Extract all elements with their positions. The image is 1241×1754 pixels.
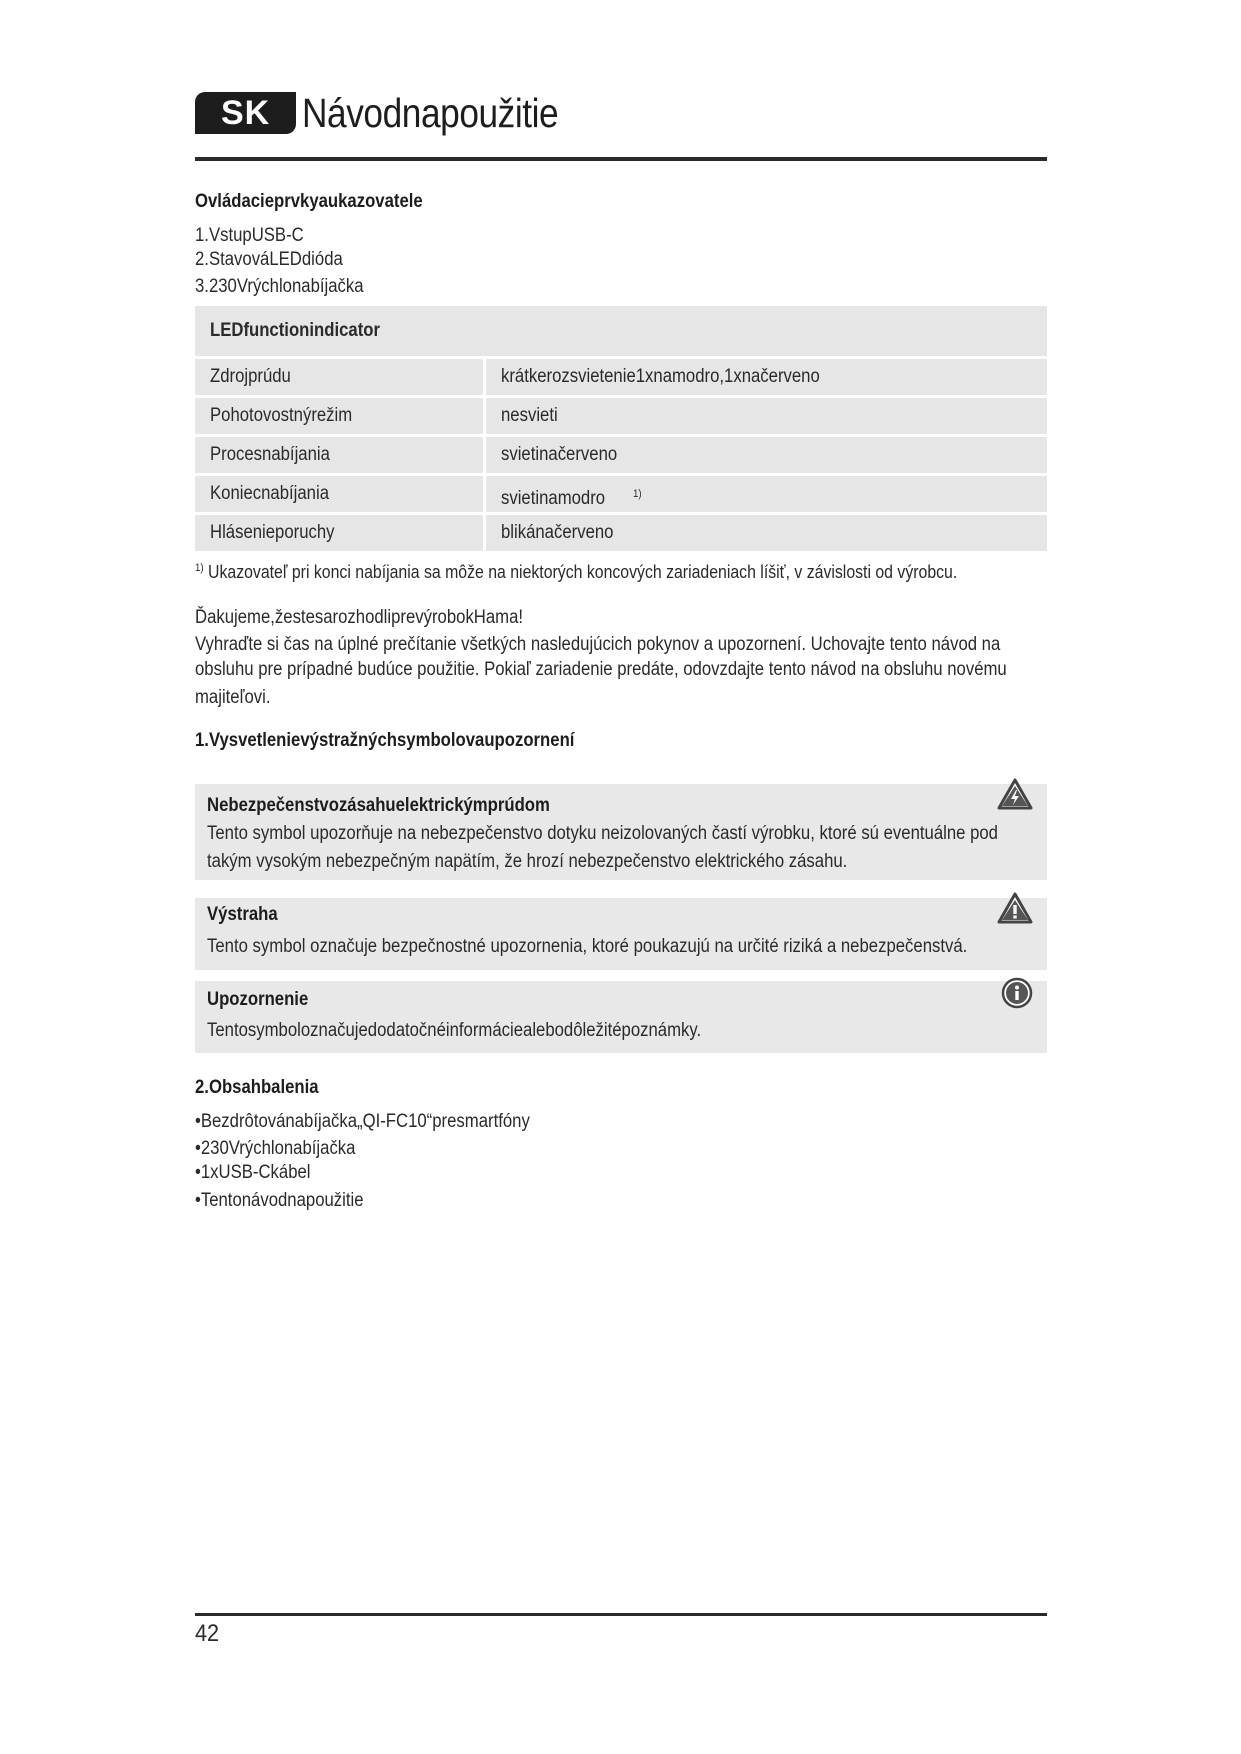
package-item: •230Vrýchlonabíjačka xyxy=(195,1138,356,1159)
box-title: Výstraha xyxy=(207,904,278,925)
intro-line: majiteľovi. xyxy=(195,687,271,708)
table-row xyxy=(195,515,1047,551)
row-label: Pohotovostnýrežim xyxy=(210,405,353,426)
box-title: Nebezpečenstvozásahuelektrickýmprúdom xyxy=(207,795,550,816)
table-footnote: $^{1)}$ Ukazovateľ pri konci nabíjania sa môže na niektorých koncových zariadeniach líšiť, v závislosti od výrobcu. xyxy=(195,562,958,582)
warning-box-caution xyxy=(195,898,1047,970)
footer-rule xyxy=(195,1613,1047,1616)
controls-heading: Ovládacieprvkyaukazovatele xyxy=(195,191,423,212)
table-heading: LEDfunctionindicator xyxy=(195,306,1047,356)
warning-icon xyxy=(997,892,1033,929)
controls-item: 2.StavováLEDdióda xyxy=(195,249,343,270)
row-value: nesvieti xyxy=(501,405,558,426)
row-label: Koniecnabíjania xyxy=(210,483,329,504)
table-row xyxy=(195,437,1047,473)
table-row xyxy=(195,398,1047,434)
row-label: Zdrojprúdu xyxy=(210,366,291,387)
box-line: Tento symbol upozorňuje na nebezpečenstvo dotyku neizolovaných častí výrobku, ktoré sú eventuálne pod xyxy=(207,823,998,844)
box-line: Tento symbol označuje bezpečnostné upozornenia, ktoré poukazujú na určité riziká a nebezpečenstvá. xyxy=(207,936,968,957)
led-function-table xyxy=(195,306,1047,554)
header-rule xyxy=(195,157,1047,161)
controls-item: 1.VstupUSB-C xyxy=(195,225,304,246)
row-value: svietinamodro xyxy=(501,488,606,510)
package-item: •Tentonávodnapoužitie xyxy=(195,1190,364,1211)
warning-box-electric xyxy=(195,784,1047,880)
intro-line: Vyhraďte si čas na úplné prečítanie všetkých nasledujúcich pokynov a upozornení. Uchovajte tento návod na xyxy=(195,634,1001,655)
info-icon xyxy=(1001,977,1033,1014)
electric-warning-icon xyxy=(997,778,1033,815)
section2-heading: 2.Obsahbalenia xyxy=(195,1077,319,1098)
box-title: Upozornenie xyxy=(207,989,309,1010)
package-item: •1xUSB-Ckábel xyxy=(195,1162,311,1183)
notice-box-info xyxy=(195,981,1047,1053)
page-title: Návodnapoužitie xyxy=(302,89,559,136)
row-label: Procesnabíjania xyxy=(210,444,330,465)
footnote-ref: 1) xyxy=(633,488,642,500)
table-row xyxy=(195,476,1047,512)
section1-heading: 1.Vysvetlenievýstražnýchsymbolovaupozornení xyxy=(195,730,575,751)
table-row xyxy=(195,359,1047,395)
package-item: •Bezdrôtovánabíjačka„QI-FC10“presmartfóny xyxy=(195,1111,530,1132)
box-line: Tentosymboloznačujedodatočnéinformáciealebodôležitépoznámky. xyxy=(207,1020,702,1041)
page-header xyxy=(195,88,600,138)
row-value: svietinačerveno xyxy=(501,444,618,465)
box-line: takým vysokým nebezpečným napätím, že hrozí nebezpečenstvo elektrického zásahu. xyxy=(207,851,848,872)
page-number: 42 xyxy=(195,1620,220,1647)
language-badge: SK xyxy=(195,92,296,134)
row-value: blikánačerveno xyxy=(501,522,614,543)
controls-item: 3.230Vrýchlonabíjačka xyxy=(195,276,364,297)
intro-line: obsluhu pre prípadné budúce použitie. Pokiaľ zariadenie predáte, odovzdajte tento návod na obsluhu novému xyxy=(195,659,1007,680)
row-label: Hlásenieporuchy xyxy=(210,522,335,543)
thanks-text: Ďakujeme,žestesarozhodliprevýrobokHama! xyxy=(195,607,524,628)
row-value: krátkerozsvietenie1xnamodro,1xnačerveno xyxy=(501,366,820,387)
